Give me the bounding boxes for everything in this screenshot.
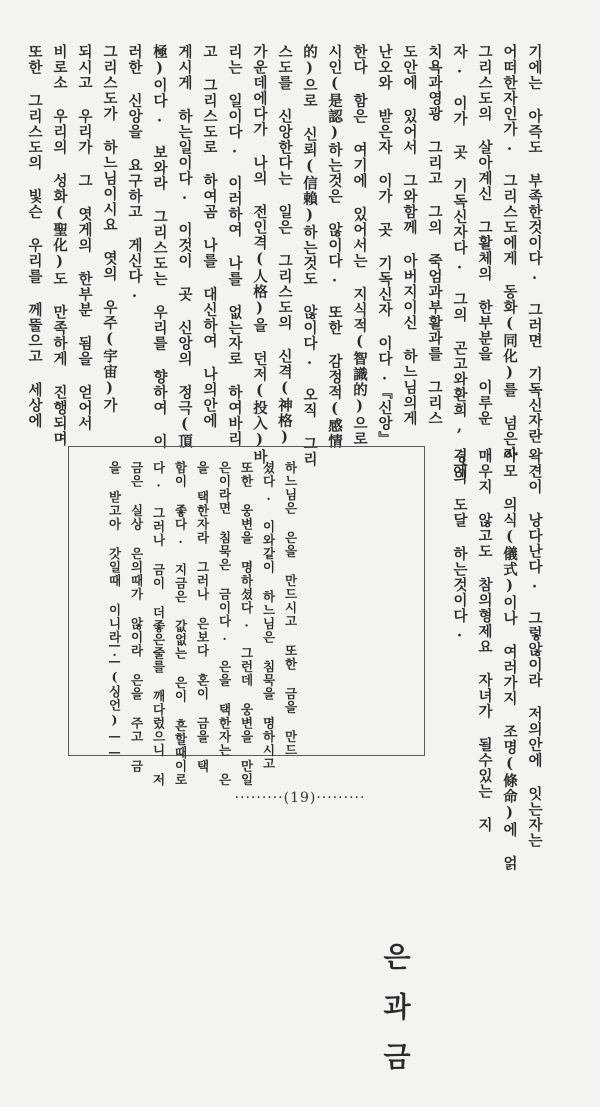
- main-column: 가운데에다가 나의 전인격(人格)을 던저(投入)바: [251, 44, 268, 465]
- main-column: 한다 함은 여기에 있어서는 지식적(智識的)으로: [351, 44, 368, 447]
- main-column: 스도를 신앙한다는 일은 그리스도의 신격(神格): [276, 44, 293, 447]
- poem-line: 또한 웅변을 명하셨다. 그런데 웅변을 만일: [239, 461, 254, 787]
- page-number-text: (19): [283, 790, 317, 806]
- main-column: 기에는 아즉도 부족한것이다. 그러면 기독신자란: [526, 44, 543, 444]
- poem-line: 을 받고아 갓일때 이니라.: [107, 461, 122, 660]
- main-column: 리는 일이다. 이러하여 나를 없는자로 하여바리: [226, 44, 243, 447]
- poem-attribution: ——(싱언)——: [107, 637, 122, 760]
- poem-line: 함이 좋다. 지금은 값없는 은이 흔할때이로: [173, 461, 188, 787]
- main-column: 的)으로 신뢰(信賴)하는것도 않이다. 오직 그리: [301, 44, 318, 467]
- page-number-dots-right: ·········: [316, 790, 366, 806]
- main-column: 비로소 우리의 성화(聖化)도 만족하게 진행되며: [51, 44, 68, 447]
- main-column: 게시게 하는일이다. 이것이 곳 신앙의 정극(頂: [176, 44, 193, 449]
- main-column: 도안에 있어서 그와함께 아버지이신 하느님의게: [401, 44, 418, 426]
- main-column: 고 그리스도로 하여곰 나를 대신하여 나의안에: [201, 44, 218, 429]
- poem-line: 금은 실상 은의때가 않이라 은을 주고 금: [129, 461, 144, 773]
- continuation-column: 경에 도달 하는것이다.: [451, 448, 468, 642]
- main-column: 또한 그리스도의 빛슨 우리를 께뚤으고 세상에: [26, 44, 43, 429]
- continuation-column: 매우지 않고도 참의형제요 자녀가 될수있는 지: [476, 448, 493, 833]
- poem-title: 은과금: [379, 942, 412, 1092]
- main-column: 되시고 우리가 그 엿게의 한부분 됨을 얻어서: [76, 44, 93, 431]
- page-number-dots-left: ·········: [234, 790, 284, 806]
- poem-line: 셨다. 이와같이 하느님은 침묵을 명하시고: [261, 461, 276, 771]
- main-column: 시인(是認)하는것은 않이다. 또한 감정적(感情: [326, 44, 343, 449]
- continuation-column: 아모 의식(儀式)이나 여러가지 조명(條命)에 얽: [501, 448, 518, 871]
- poem-line: 은이라면 침묵은 금이다. 은을 택한자는 은: [217, 461, 232, 787]
- main-column: 그리스도의 살아계신 그활체의 한부분을 이루운: [476, 44, 493, 426]
- poem-line: 을 택한자라 그러나 은보다 혼이 금을 택: [195, 461, 210, 773]
- main-column: 그리스도가 하느님이시요 엿의 우주(宇宙)가: [101, 44, 118, 413]
- main-column: 자. 이가 곳 기독신자다. 그의 곤고와환희, 그의: [451, 44, 468, 485]
- main-column: 치욕과영광 그리고 그의 죽엄과부활과를 그리스: [426, 44, 443, 426]
- poem-line: 다. 그러나 금이 더좋은줄를 깨다렀으니 저: [151, 461, 166, 787]
- continuation-column: 왁견이 낭다난다. 그렇않이라 저의안에 잇는자는: [526, 448, 543, 848]
- main-column: 極)이다. 보와라 그리스도는 우리를 향하여 이: [151, 44, 168, 449]
- main-column: 난오와 받은자 이가 곳 기독신자 이다.『신앙』: [376, 44, 393, 447]
- page-number: [0, 790, 600, 806]
- poem-line: 하느님은 은을 만드시고 또한 금을 만드: [283, 461, 298, 757]
- main-column: 러한 신앙을 요구하고 게신다.: [126, 44, 143, 302]
- main-column: 어떠한자인가. 그리스도에게 동화(同化)를 넘은자: [501, 44, 518, 462]
